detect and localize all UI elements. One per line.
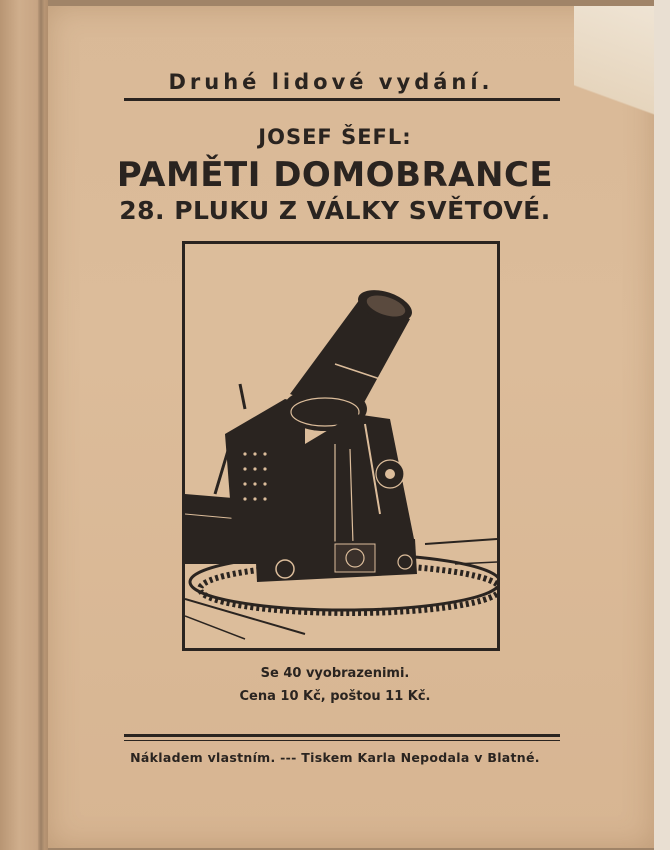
mortar-cannon-illustration [185, 244, 497, 648]
publisher-line: Nákladem vlastním. --- Tiskem Karla Nepodala v Blatné. [130, 750, 540, 765]
title-line-2: 28. PLUKU Z VÁLKY SVĚTOVÉ. [119, 196, 551, 225]
illustrations-note: Se 40 vyobrazenimi. [260, 666, 410, 681]
top-rule [124, 98, 560, 101]
title-line-1: PAMĚTI DOMOBRANCE [116, 155, 554, 195]
price-text: Cena 10 Kč, poštou 11 Kč. [239, 689, 431, 704]
illustration-frame [182, 241, 500, 651]
bottom-rule-thin [124, 740, 560, 741]
edition-label: Druhé lidové vydání. [168, 70, 494, 94]
bottom-rule-thick [124, 734, 560, 737]
author-name: JOSEF ŠEFL: [258, 125, 412, 149]
